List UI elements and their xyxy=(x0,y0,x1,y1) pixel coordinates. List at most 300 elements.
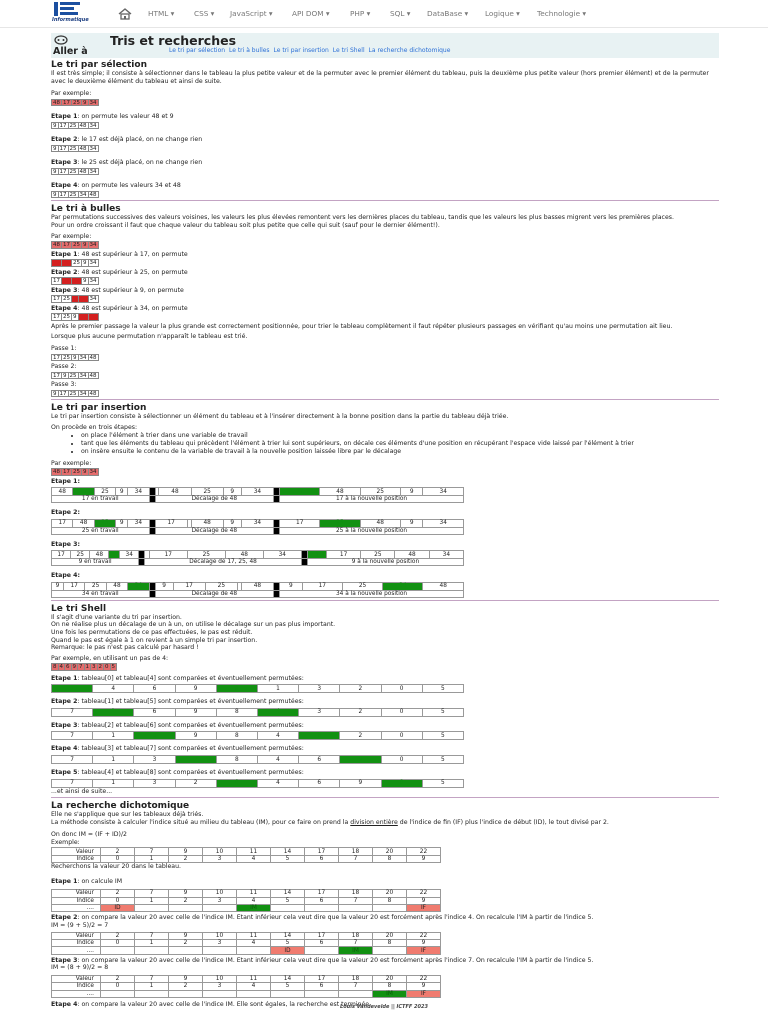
marker-cell: IF xyxy=(407,990,441,997)
array-cell: 1 xyxy=(93,708,134,716)
index-cell: 1 xyxy=(135,855,169,862)
value-cell: 20 xyxy=(373,932,407,939)
array-cell: 25 xyxy=(320,519,360,527)
array-cell: 7 xyxy=(52,779,93,787)
array-cell: 48 xyxy=(79,145,87,152)
dicho-formula: On donc IM = (IF + ID)/2 xyxy=(51,831,127,839)
array-cell: 7 xyxy=(52,732,93,740)
array-cell: 34 xyxy=(128,488,149,496)
array-cell: 9 xyxy=(52,582,64,590)
step-text xyxy=(51,182,719,190)
dicho-table xyxy=(51,975,441,998)
array-cell: 9 xyxy=(73,354,77,361)
marker-cell xyxy=(135,947,169,954)
insertion-example-label: Par exemple: xyxy=(51,459,92,467)
divider xyxy=(51,600,719,601)
array-cell: 6 xyxy=(66,664,70,671)
array-cell: 9 xyxy=(83,242,87,249)
step-desc: : le 25 est déjà placé, on ne change rien xyxy=(77,159,203,167)
value-cell: 20 xyxy=(373,890,407,897)
link-bulles[interactable]: Le tri à bulles xyxy=(228,47,270,54)
array-cell: 8 xyxy=(216,732,257,740)
index-cell: 6 xyxy=(305,983,339,990)
array-cell: 9 xyxy=(340,779,381,787)
row-header: .... xyxy=(52,990,101,997)
value-cell: 14 xyxy=(271,975,305,982)
marker-cell: IM xyxy=(237,905,271,912)
pass-label: Passe 3: xyxy=(51,381,77,389)
array-cell: 4 xyxy=(93,685,134,693)
bulles-after: Après le premier passage la valeur la plus grande est correctement positionnée, pour trier le tableau complètement il faut répéter plusieurs passages en vérifiant qu'au moins une permutation ait lieu. xyxy=(51,322,673,330)
array-cell: 6 xyxy=(134,685,175,693)
array-cell: 17 xyxy=(149,551,187,559)
array-cell: 9 xyxy=(83,99,87,106)
index-cell: 9 xyxy=(407,983,441,990)
step-desc: : 48 est supérieur à 17, on permute xyxy=(77,250,188,258)
step-note: Décalage de 48 xyxy=(155,496,274,503)
array-cell: 17 xyxy=(59,168,67,175)
shell-step-table xyxy=(51,779,464,788)
marker-cell: IF xyxy=(407,905,441,912)
menu-html[interactable]: HTML ▾ xyxy=(148,9,175,18)
menu-technologie[interactable]: Technologie ▾ xyxy=(537,9,587,18)
array-cell: 34 xyxy=(79,354,87,361)
value-cell: 9 xyxy=(169,848,203,855)
step-note: Décalage de 17, 25, 48 xyxy=(145,559,302,566)
array-cell: 34 xyxy=(79,191,87,198)
array-cell: 34 xyxy=(89,99,97,106)
step-text xyxy=(51,745,719,753)
step-array xyxy=(51,145,719,153)
array-cell: 25 xyxy=(69,168,77,175)
marker-cell xyxy=(305,990,339,997)
marker-cell xyxy=(203,947,237,954)
shell-line: Une fois les permutations de ce pas effectuées, le pas est réduit. xyxy=(51,629,253,636)
array-cell: 4 xyxy=(59,664,63,671)
array-cell: 17 xyxy=(59,390,67,397)
insertion-intro2: On procède en trois étapes: xyxy=(51,423,138,431)
array-cell: 34 xyxy=(79,314,87,321)
array-cell: 48 xyxy=(159,488,191,496)
value-cell: 14 xyxy=(271,890,305,897)
marker-cell xyxy=(169,905,203,912)
array-cell: 9 xyxy=(400,519,423,527)
menu-javascript[interactable]: JavaScript ▾ xyxy=(230,9,273,18)
array-cell: 34 xyxy=(128,519,149,527)
array-cell: 8 xyxy=(216,685,257,693)
insertion-step-table xyxy=(51,582,464,598)
step-desc: : 48 est supérieur à 25, on permute xyxy=(77,268,188,276)
shell-line: Il s'agit d'une variante du tri par insertion. xyxy=(51,613,182,621)
step-note: 34 à la nouvelle position xyxy=(280,590,464,597)
index-cell: 4 xyxy=(237,855,271,862)
index-cell: 1 xyxy=(135,983,169,990)
array-cell: 48 xyxy=(89,372,97,379)
index-cell: 2 xyxy=(169,897,203,904)
dicho-table-example xyxy=(51,847,719,863)
selection-example-array xyxy=(51,99,719,107)
array-cell: 9 xyxy=(155,582,173,590)
dicho-table xyxy=(51,889,441,912)
menu-sql[interactable]: SQL ▾ xyxy=(390,9,411,18)
index-cell: 8 xyxy=(373,983,407,990)
list-item: • on place l'élément à trier dans une variable de travail xyxy=(81,432,719,440)
array-cell: 48 xyxy=(53,469,60,476)
step-note: 17 à la nouvelle position xyxy=(280,496,464,503)
row-header: Valeur xyxy=(52,890,101,897)
index-cell: 0 xyxy=(101,983,135,990)
array-cell: 25 xyxy=(94,519,115,527)
logo-caption: Informatique xyxy=(52,17,89,23)
index-cell: 7 xyxy=(339,855,373,862)
index-cell: 9 xyxy=(407,897,441,904)
array-cell: 17 xyxy=(63,582,84,590)
array-cell: 9 xyxy=(53,145,57,152)
value-cell: 11 xyxy=(237,932,271,939)
page-title: Tris et recherches xyxy=(110,33,237,48)
bulles-example-array xyxy=(51,241,719,249)
selection-example-label: Par exemple: xyxy=(51,90,92,98)
marker-cell: IF xyxy=(407,947,441,954)
menu-php[interactable]: PHP ▾ xyxy=(350,9,371,18)
divider xyxy=(51,797,719,798)
array-cell: 25 xyxy=(73,99,80,106)
step-note: Décalage de 48 xyxy=(155,590,274,597)
row-header: Indice xyxy=(52,939,101,946)
value-cell: 10 xyxy=(203,848,237,855)
array-cell: 9 xyxy=(175,685,216,693)
pass-label: Passe 2: xyxy=(51,363,77,371)
array-cell: 9 xyxy=(53,168,57,175)
main-content xyxy=(51,60,719,1009)
array-cell: 17 xyxy=(63,242,70,249)
marker-cell xyxy=(271,905,305,912)
step-desc: : on permute les valeur 48 et 9 xyxy=(77,113,174,121)
array-cell: 9 xyxy=(175,708,216,716)
value-cell: 9 xyxy=(169,975,203,982)
array-cell: 7 xyxy=(52,685,93,693)
heading-shell: Le tri Shell xyxy=(51,603,107,614)
array-cell: 48 xyxy=(52,488,73,496)
row-header: Valeur xyxy=(52,975,101,982)
array-cell: 0 xyxy=(381,685,422,693)
site-logo[interactable] xyxy=(52,2,98,24)
step-label: Etape 3 xyxy=(51,286,78,294)
value-cell: 22 xyxy=(407,932,441,939)
array-cell: 17 xyxy=(52,551,71,559)
value-cell: 11 xyxy=(237,975,271,982)
array-cell: 48 xyxy=(79,168,87,175)
marker-cell xyxy=(237,990,271,997)
value-cell: 11 xyxy=(237,890,271,897)
array-cell: 2 xyxy=(340,685,381,693)
index-cell: 1 xyxy=(135,897,169,904)
step-note: 34 en travail xyxy=(52,590,150,597)
index-cell: 3 xyxy=(203,983,237,990)
array-cell: 48 xyxy=(89,314,97,321)
array-cell: 9 xyxy=(340,756,381,764)
array-cell: 25 xyxy=(63,278,70,285)
marker-cell xyxy=(373,947,407,954)
selection-intro: Il est très simple; il consiste à sélectionner dans le tableau la plus petite valeur et de la permuter avec le premier élément du tableau, puis la deuxième plus petite valeur (hors premier élément) et de la permuter avec le deuxième élément du tableau et ainsi de suite. xyxy=(51,70,709,85)
shell-line: On ne réalise plus un décalage de un à un, on utilise le décalage sur un pas plus important. xyxy=(51,621,336,629)
array-cell: 4 xyxy=(257,756,298,764)
step-text xyxy=(51,287,719,295)
array-cell: 1 xyxy=(85,664,89,671)
marker-cell: ID xyxy=(101,905,135,912)
step-desc: : tableau[0] et tableau[4] sont comparées et éventuellement permutées: xyxy=(77,674,304,682)
row-header: .... xyxy=(52,905,101,912)
step-array xyxy=(51,191,719,199)
array-cell: 6 xyxy=(299,732,340,740)
step-text xyxy=(51,159,719,167)
step-label: Etape 4: xyxy=(51,572,80,580)
step-label: Etape 1 xyxy=(51,113,78,121)
menu-api-dom[interactable]: API DOM ▾ xyxy=(292,9,330,18)
marker-cell xyxy=(305,905,339,912)
marker-cell xyxy=(135,990,169,997)
link-insertion[interactable]: Le tri par insertion xyxy=(273,47,329,54)
array-cell: 5 xyxy=(422,779,463,787)
marker-cell xyxy=(339,905,373,912)
menu-logique[interactable]: Logique ▾ xyxy=(485,9,520,18)
array-cell: 5 xyxy=(422,685,463,693)
menu-css[interactable]: CSS ▾ xyxy=(194,9,215,18)
step-desc: : tableau[2] et tableau[6] sont comparées et éventuellement permutées: xyxy=(77,721,304,729)
value-cell: 11 xyxy=(237,848,271,855)
index-cell: 3 xyxy=(203,855,237,862)
step-desc: : tableau[4] et tableau[8] sont comparées et éventuellement permutées: xyxy=(77,769,304,776)
array-cell: 9 xyxy=(72,664,76,671)
array-cell: 7 xyxy=(79,664,83,671)
main-menu xyxy=(148,9,607,18)
array-cell: 25 xyxy=(73,469,80,476)
index-cell: 7 xyxy=(339,983,373,990)
array-cell: 2 xyxy=(175,756,216,764)
step-desc: : on permute les valeurs 34 et 48 xyxy=(77,182,181,190)
array-cell: 34 xyxy=(89,260,97,267)
step-array xyxy=(51,277,719,285)
step-desc: : 48 est supérieur à 34, on permute xyxy=(77,304,188,312)
index-cell: 5 xyxy=(271,983,305,990)
step-label: Etape 1: xyxy=(51,477,80,485)
array-cell: 17 xyxy=(53,314,60,321)
bulles-intro2: Pour un ordre croissant il faut que chaque valeur du tableau soit plus petite que celle qui suit (sauf pour le dernier élément!). xyxy=(51,222,440,229)
step-note: 9 en travail xyxy=(52,559,139,566)
dicho-step4: Etape 4: on compare la valeur 20 avec celle de l'indice IM. Elle sont égales, la recherche est terminée. xyxy=(51,1001,372,1009)
index-cell: 6 xyxy=(305,897,339,904)
shell-etc: ...et ainsi de suite... xyxy=(51,787,113,795)
value-cell: 20 xyxy=(373,975,407,982)
dicho-table-step2 xyxy=(51,932,719,955)
array-cell: 25 xyxy=(63,296,70,303)
array-cell: 5 xyxy=(422,732,463,740)
array-cell: 25 xyxy=(63,354,70,361)
array-cell: 48 xyxy=(191,519,223,527)
step-array xyxy=(51,313,719,321)
value-cell: 10 xyxy=(203,932,237,939)
shell-example-label: Par exemple, en utilisant un pas de 4: xyxy=(51,654,169,662)
dicho-step2-formula: IM = (9 + 5)/2 = 7 xyxy=(51,922,109,930)
array-cell: 48 xyxy=(225,551,263,559)
array-cell: 17 xyxy=(59,191,67,198)
array-cell: 9 xyxy=(83,278,87,285)
step-note: 9 à la nouvelle position xyxy=(307,559,463,566)
array-cell: 48 xyxy=(73,519,94,527)
array-cell: 48 xyxy=(89,191,97,198)
heading-bulles: Le tri à bulles xyxy=(51,204,121,215)
array-cell: 48 xyxy=(423,582,464,590)
array-cell: 25 xyxy=(69,390,77,397)
index-cell: 1 xyxy=(135,939,169,946)
array-cell: 17 xyxy=(280,519,320,527)
index-cell: 8 xyxy=(373,855,407,862)
dicho-step1: Etape 1: on calcule IM xyxy=(51,877,123,885)
marker-cell xyxy=(169,947,203,954)
array-cell: 25 xyxy=(73,242,80,249)
pass-array xyxy=(51,390,719,398)
array-cell: 3 xyxy=(134,732,175,740)
value-cell: 2 xyxy=(101,848,135,855)
value-cell: 17 xyxy=(305,848,339,855)
array-cell: 34 xyxy=(89,296,97,303)
step-desc: : tableau[3] et tableau[7] sont comparées et éventuellement permutées: xyxy=(77,745,304,753)
step-label: Etape 1 xyxy=(51,674,78,682)
bulles-intro: Par permutations successives des valeurs voisines, les valeurs les plus élevées remontent vers les dernières places du tableau, tandis que les valeurs les plus basses migrent vers les premières places. xyxy=(51,214,674,222)
marker-cell xyxy=(135,905,169,912)
step-label: Etape 4 xyxy=(51,745,78,753)
array-cell: 25 xyxy=(361,551,395,559)
insertion-example-array xyxy=(51,468,719,476)
dicho-exemple: Exemple: xyxy=(51,838,80,846)
shell-step-table xyxy=(51,731,464,740)
array-cell: 25 xyxy=(342,582,382,590)
marker-cell xyxy=(373,905,407,912)
array-cell: 17 xyxy=(280,488,320,496)
insertion-step-table xyxy=(51,550,464,566)
array-cell: 1 xyxy=(93,732,134,740)
dicho-l2: La méthode consiste à calculer l'indice situé au milieu du tableau (IM), pour ce faire on prend la division entière de l'indice de fin (IF) plus l'indice de début (ID), le tout divisé par 2. xyxy=(51,818,609,826)
home-icon[interactable] xyxy=(118,8,132,20)
step-label: Etape 4 xyxy=(51,304,78,312)
step-array xyxy=(51,295,719,303)
array-cell: 48 xyxy=(89,390,97,397)
array-cell: 25 xyxy=(94,488,115,496)
row-header: Indice xyxy=(52,897,101,904)
array-cell: 6 xyxy=(299,779,340,787)
step-text xyxy=(51,722,719,730)
value-cell: 10 xyxy=(203,890,237,897)
marker-cell: IM xyxy=(373,990,407,997)
array-cell: 9 xyxy=(53,122,57,129)
array-cell: 9 xyxy=(63,372,67,379)
array-cell: 34 xyxy=(79,372,87,379)
array-cell: 25 xyxy=(69,191,77,198)
array-cell: 34 xyxy=(263,551,301,559)
array-cell: 1 xyxy=(93,779,134,787)
divider xyxy=(51,200,719,201)
array-cell: 34 xyxy=(89,242,97,249)
array-cell: 0 xyxy=(381,708,422,716)
value-cell: 18 xyxy=(339,932,373,939)
index-cell: 3 xyxy=(203,897,237,904)
array-cell: 4 xyxy=(257,732,298,740)
link-dichotomique[interactable]: La recherche dichotomique xyxy=(368,47,451,54)
array-cell: 48 xyxy=(90,551,109,559)
marker-cell xyxy=(237,947,271,954)
link-shell[interactable]: Le tri Shell xyxy=(332,47,365,54)
array-cell: 25 xyxy=(63,314,70,321)
step-text xyxy=(51,698,719,706)
array-cell: 7 xyxy=(52,756,93,764)
array-cell: 9 xyxy=(83,469,87,476)
array-cell: 8 xyxy=(53,664,57,671)
insertion-step-table xyxy=(51,487,464,503)
index-cell: 5 xyxy=(271,855,305,862)
heading-insertion: Le tri par insertion xyxy=(51,403,147,414)
array-cell: 3 xyxy=(299,685,340,693)
value-cell: 18 xyxy=(339,890,373,897)
value-cell: 9 xyxy=(169,890,203,897)
array-cell: 17 xyxy=(173,582,205,590)
bulles-example-label: Par exemple: xyxy=(51,232,92,240)
value-cell: 9 xyxy=(169,932,203,939)
step-array xyxy=(51,259,719,267)
array-cell: 0 xyxy=(381,756,422,764)
step-desc: : 48 est supérieur à 9, on permute xyxy=(77,286,184,294)
menu-database[interactable]: DataBase ▾ xyxy=(427,9,469,18)
array-cell: 48 xyxy=(79,122,87,129)
array-cell: 17 xyxy=(59,145,67,152)
insertion-intro: Le tri par insertion consiste à sélectionner un élément du tableau et à l'insérer directement à la bonne position dans la partie du tableau déjà triée. xyxy=(51,413,509,421)
marker-cell xyxy=(101,990,135,997)
shell-line: Remarque: le pas n'est pas calculé par hasard ! xyxy=(51,644,199,652)
shell-example-array xyxy=(51,663,719,671)
array-cell: 34 xyxy=(241,488,273,496)
array-cell: 34 xyxy=(89,168,97,175)
array-cell: 1 xyxy=(257,685,298,693)
index-cell: 5 xyxy=(271,897,305,904)
array-cell: 34 xyxy=(89,122,97,129)
heading-dicho: La recherche dichotomique xyxy=(51,801,190,812)
array-cell: 9 xyxy=(73,314,77,321)
dicho-table-step3 xyxy=(51,975,719,998)
array-cell: 34 xyxy=(429,551,463,559)
value-cell: 22 xyxy=(407,975,441,982)
dicho-table xyxy=(51,932,441,955)
array-cell: 0 xyxy=(105,664,109,671)
value-cell: 7 xyxy=(135,932,169,939)
value-cell: 17 xyxy=(305,932,339,939)
shell-step-table xyxy=(51,708,464,717)
dicho-step2: Etape 2: on compare la valeur 20 avec celle de l'indice IM. Etant inférieur cela veut dire que la valeur 20 est forcément après l'indice 4. On recalcule l'IM à partir de l'indice 5. xyxy=(51,914,594,922)
marker-cell: IM xyxy=(339,947,373,954)
index-cell: 4 xyxy=(237,983,271,990)
array-cell: 34 xyxy=(423,519,464,527)
array-cell: 3 xyxy=(92,664,96,671)
link-selection[interactable]: Le tri par sélection xyxy=(169,47,226,54)
step-label: Etape 2 xyxy=(51,268,78,276)
array-cell: 3 xyxy=(134,756,175,764)
step-note: Décalage de 48 xyxy=(155,527,274,534)
array-cell: 17 xyxy=(327,551,361,559)
array-cell: 9 xyxy=(73,296,77,303)
array-cell: 34 xyxy=(79,390,87,397)
array-cell: 17 xyxy=(53,278,60,285)
section-links xyxy=(169,47,452,54)
array-cell: 9 xyxy=(83,260,87,267)
list-item: • on insère ensuite le contenu de la variable de travail à la nouvelle position laissée libre par le décalage xyxy=(81,448,719,456)
